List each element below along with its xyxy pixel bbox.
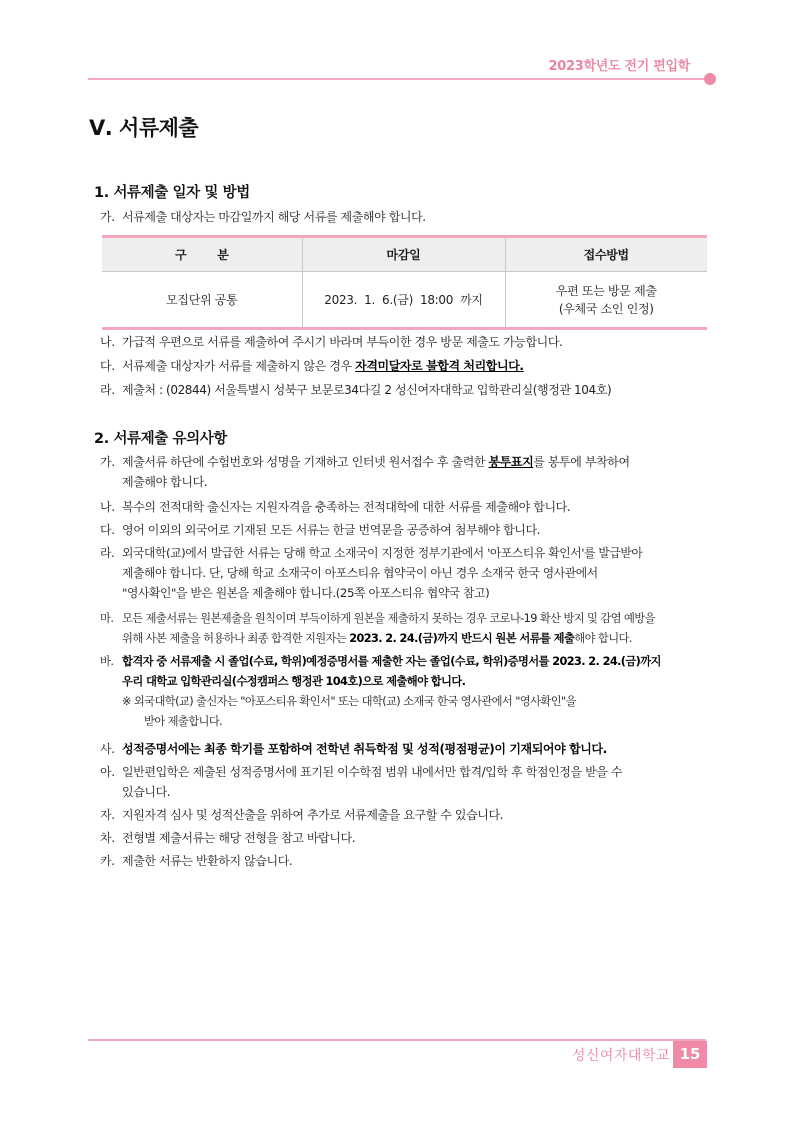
item-text: 일반편입학은 제출된 성적증명서에 표기된 이수학점 범위 내에서만 합격/입학 후 학점인정을 받을 수 — [122, 765, 623, 779]
table-cell-category: 모집단위 공통 — [102, 272, 302, 329]
header-dot — [704, 73, 716, 85]
item-continuation — [100, 629, 712, 649]
table-header-deadline: 마감일 — [302, 237, 505, 272]
section2-item-a — [100, 762, 712, 802]
method-line2: (우체국 소인 인정) — [558, 301, 654, 316]
item-text: 성적증명서에는 최종 학기를 포함하여 전학년 취득학점 및 성적(평점평균)이 기재되어야 합니다. — [122, 742, 607, 756]
footer-school-name: 성신여자대학교 — [571, 1048, 670, 1064]
section2-item-na — [100, 497, 712, 517]
item-text: 지원자격 심사 및 성적산출을 위하여 추가로 서류제출을 요구할 수 있습니다. — [122, 808, 504, 822]
original-submit-emphasis: 2023. 2. 24.(금)까지 반드시 원본 서류를 제출 — [349, 632, 575, 645]
section1-item-ra — [100, 380, 712, 400]
item-text: 합격자 중 서류제출 시 졸업(수료, 학위)예정증명서를 제출한 자는 졸업(수료, 학위)증명서를 2023. 2. 24.(금)까지 — [122, 655, 661, 668]
item-marker: 라. — [100, 546, 115, 560]
item-text: 제출처 : (02844) 서울특별시 성북구 보문로34다길 2 성신여자대학교 입학관리실(행정관 104호) — [122, 383, 612, 397]
table-header-category: 구 분 — [102, 237, 302, 272]
item-text: 서류제출 대상자는 마감일까지 해당 서류를 제출해야 합니다. — [122, 210, 426, 224]
table-row — [102, 272, 707, 329]
table-cell-method — [505, 272, 707, 329]
item-text: 가급적 우편으로 서류를 제출하여 주시기 바라며 부득이한 경우 방문 제출도 가능합니다. — [122, 335, 563, 349]
table-header-row — [102, 237, 707, 272]
item-marker: 나. — [100, 335, 115, 349]
item-marker: 가. — [100, 455, 115, 469]
page-number: 15 — [673, 1041, 707, 1068]
section2-item-ga — [100, 452, 712, 492]
item-text: 서류제출 대상자가 서류를 제출하지 않은 경우 — [122, 359, 356, 373]
section1-item-na — [100, 332, 712, 352]
item-marker: 라. — [100, 383, 115, 397]
method-line1: 우편 또는 방문 제출 — [555, 283, 657, 298]
footer-divider — [88, 1039, 706, 1041]
item-marker: 나. — [100, 500, 115, 514]
item-text: 복수의 전적대학 출신자는 지원자격을 충족하는 전적대학에 대한 서류를 제출해야 합니다. — [122, 500, 571, 514]
item-marker: 가. — [100, 210, 115, 224]
table-cell-deadline: 2023. 1. 6.(금) 18:00 까지 — [302, 272, 505, 329]
section2-item-ra — [100, 543, 712, 603]
item-marker: 마. — [100, 612, 114, 625]
section2-item-cha — [100, 828, 712, 848]
item-text: 제출한 서류는 반환하지 않습니다. — [122, 854, 293, 868]
item-marker: 바. — [100, 655, 114, 668]
item-text: 위해 사본 제출을 허용하나 최종 합격한 지원자는 — [122, 632, 350, 645]
section2-item-ma — [100, 609, 712, 649]
note-line1: ※ 외국대학(교) 출신자는 "아포스티유 확인서" 또는 대학(교) 소재국 한국 영사관에서 "영사확인"을 — [122, 695, 576, 708]
item-marker: 카. — [100, 854, 115, 868]
item-marker: 차. — [100, 831, 115, 845]
header-title: 2023학년도 전기 편입학 — [548, 59, 690, 74]
section1-item-ga — [100, 207, 712, 227]
item-marker: 사. — [100, 742, 115, 756]
item-text: 전형별 제출서류는 해당 전형을 참고 바랍니다. — [122, 831, 356, 845]
item-text-after: 해야 합니다. — [574, 632, 632, 645]
submission-table — [102, 235, 707, 330]
section1-title: 1. 서류제출 일자 및 방법 — [94, 185, 250, 201]
item-marker: 다. — [100, 523, 115, 537]
section2-item-ja — [100, 805, 712, 825]
section2-item-da — [100, 520, 712, 540]
item-continuation: 우리 대학교 입학관리실(수정캠퍼스 행정관 104호)으로 제출해야 합니다. — [122, 675, 466, 688]
section2-title: 2. 서류제출 유의사항 — [94, 431, 227, 447]
section2-item-ba — [100, 652, 712, 732]
item-continuation: 제출해야 합니다. — [122, 475, 208, 489]
chapter-title: Ⅴ. 서류제출 — [89, 116, 199, 140]
item-text: 모든 제출서류는 원본제출을 원칙이며 부득이하게 원본을 제출하지 못하는 경우 코로나-19 확산 방지 및 감염 예방을 — [122, 612, 655, 625]
header-divider — [88, 78, 706, 80]
item-text-after: 를 봉투에 부착하여 — [533, 455, 630, 469]
item-marker: 다. — [100, 359, 115, 373]
item-continuation: "영사확인"을 받은 원본을 제출해야 합니다.(25쪽 아포스티유 협약국 참고) — [122, 586, 490, 600]
item-continuation: 제출해야 합니다. 단, 당해 학교 소재국이 아포스티유 협약국이 아닌 경우 소재국 한국 영사관에서 — [122, 566, 598, 580]
item-continuation: 있습니다. — [122, 785, 171, 799]
table-header-method: 접수방법 — [505, 237, 707, 272]
item-marker: 아. — [100, 765, 115, 779]
item-text: 영어 이외의 외국어로 기재된 모든 서류는 한글 번역문을 공증하여 첨부해야 합니다. — [122, 523, 541, 537]
disqualify-emphasis: 자격미달자로 불합격 처리합니다. — [355, 359, 524, 373]
item-text: 제출서류 하단에 수험번호와 성명을 기재하고 인터넷 원서접수 후 출력한 — [122, 455, 489, 469]
section2-item-sa — [100, 739, 712, 759]
section2-item-ka — [100, 851, 712, 871]
section1-item-da — [100, 356, 712, 376]
item-marker: 자. — [100, 808, 115, 822]
item-text: 외국대학(교)에서 발급한 서류는 당해 학교 소재국이 지정한 정부기관에서 '아포스티유 확인서'를 발급받아 — [122, 546, 643, 560]
envelope-cover-emphasis: 봉투표지 — [488, 455, 534, 469]
note-line2: 받아 제출합니다. — [144, 715, 223, 728]
